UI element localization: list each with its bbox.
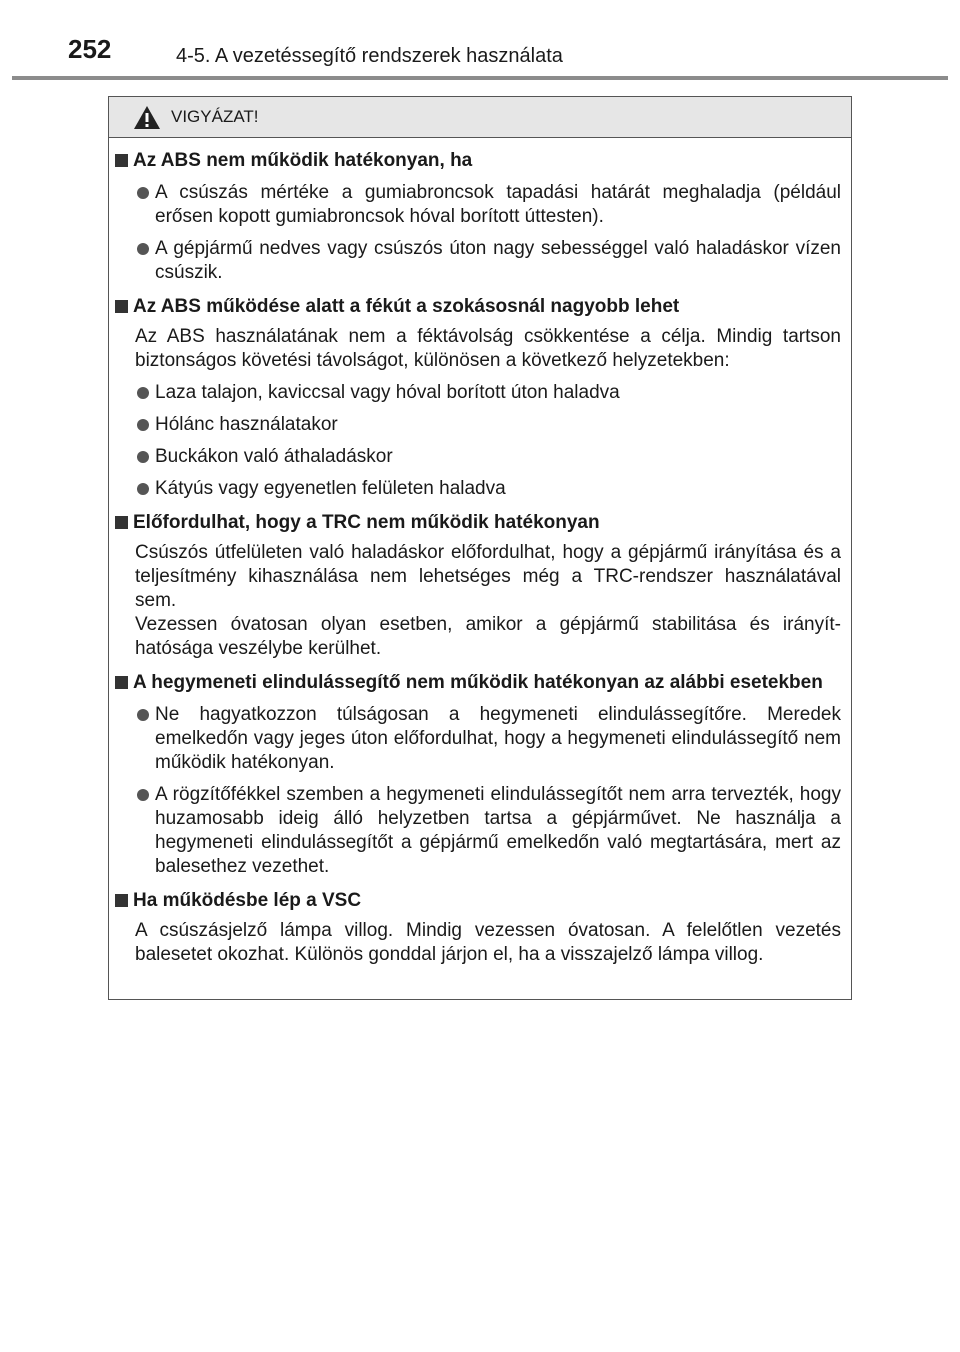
list-item: Kátyús vagy egyenetlen felületen haladva xyxy=(115,477,841,501)
section-heading-abs-braking: Az ABS működése alatt a fékút a szokásosnál nagyobb lehet xyxy=(115,295,841,319)
section-title: 4-5. A vezetéssegítő rendszerek használata xyxy=(176,45,563,67)
warning-content xyxy=(109,137,851,967)
warning-box xyxy=(108,96,852,1000)
list-item: Ne hagyatkozzon túlságosan a hegymeneti elindulássegítőre. Meredek emelkedőn vagy jeges úton előfordulhat, hogy a hegymeneti elindulássegítő nem működik hatékonyan. xyxy=(115,703,841,775)
paragraph: Az ABS használatának nem a féktávolság csökkentése a célja. Mindig tartson biztonságos követési távolságot, különösen a következő helyzetekben: xyxy=(135,326,841,371)
list-item: Laza talajon, kaviccsal vagy hóval borított úton haladva xyxy=(115,381,841,405)
square-bullet-icon xyxy=(115,516,128,529)
section-heading-abs-ineffective: Az ABS nem működik hatékonyan, ha xyxy=(115,149,841,173)
list-item: Hólánc használatakor xyxy=(115,413,841,437)
paragraph: Csúszós útfelületen való haladáskor előfordulhat, hogy a gépjármű irányítása és a teljesítmény kihasználása nem lehetséges még a TRC-rendszer használatával sem. Vezessen óvatosan olyan esetben, amikor a gépjármű stabilitása és irányíthatósága veszélybe kerülhet. xyxy=(135,542,841,659)
list-item: A csúszás mértéke a gumiabroncsok tapadási határát meghaladja (például erősen kopott gumiabroncsok hóval borított úttesten). xyxy=(115,181,841,229)
list-item: Buckákon való áthaladáskor xyxy=(115,445,841,469)
list-item: A rögzítőfékkel szemben a hegymeneti elindulássegítőt nem arra tervezték, hogy huzamosabb ideig álló helyzetben tartsa a gépjárművet. Ne használja a hegymeneti elindulássegítőt a gépjármű emelkedőn való megtartására, mert az balesethez vezethet. xyxy=(115,783,841,879)
warning-label: VIGYÁZAT! xyxy=(171,107,259,126)
round-bullet-icon xyxy=(137,243,149,255)
header-divider xyxy=(12,76,948,80)
round-bullet-icon xyxy=(137,451,149,463)
round-bullet-icon xyxy=(137,387,149,399)
square-bullet-icon xyxy=(115,894,128,907)
warning-header xyxy=(109,97,851,138)
round-bullet-icon xyxy=(137,709,149,721)
list-item: A gépjármű nedves vagy csúszós úton nagy sebességgel való haladáskor vízen csúszik. xyxy=(115,237,841,285)
round-bullet-icon xyxy=(137,187,149,199)
warning-triangle-icon xyxy=(133,105,161,130)
page-number: 252 xyxy=(68,34,112,64)
round-bullet-icon xyxy=(137,419,149,431)
section-heading-vsc: Ha működésbe lép a VSC xyxy=(115,889,841,913)
square-bullet-icon xyxy=(115,300,128,313)
section-heading-hill-start: A hegymeneti elindulássegítő nem működik hatékonyan az alábbi esetekben xyxy=(115,671,841,695)
section-heading-trc: Előfordulhat, hogy a TRC nem működik hatékonyan xyxy=(115,511,841,535)
paragraph: A csúszásjelző lámpa villog. Mindig vezessen óvatosan. A felelőtlen vezetés balesetet okozhat. Különös gonddal járjon el, ha a visszajelző lámpa villog. xyxy=(135,920,841,965)
page-header xyxy=(0,0,960,80)
square-bullet-icon xyxy=(115,154,128,167)
square-bullet-icon xyxy=(115,676,128,689)
round-bullet-icon xyxy=(137,483,149,495)
round-bullet-icon xyxy=(137,789,149,801)
